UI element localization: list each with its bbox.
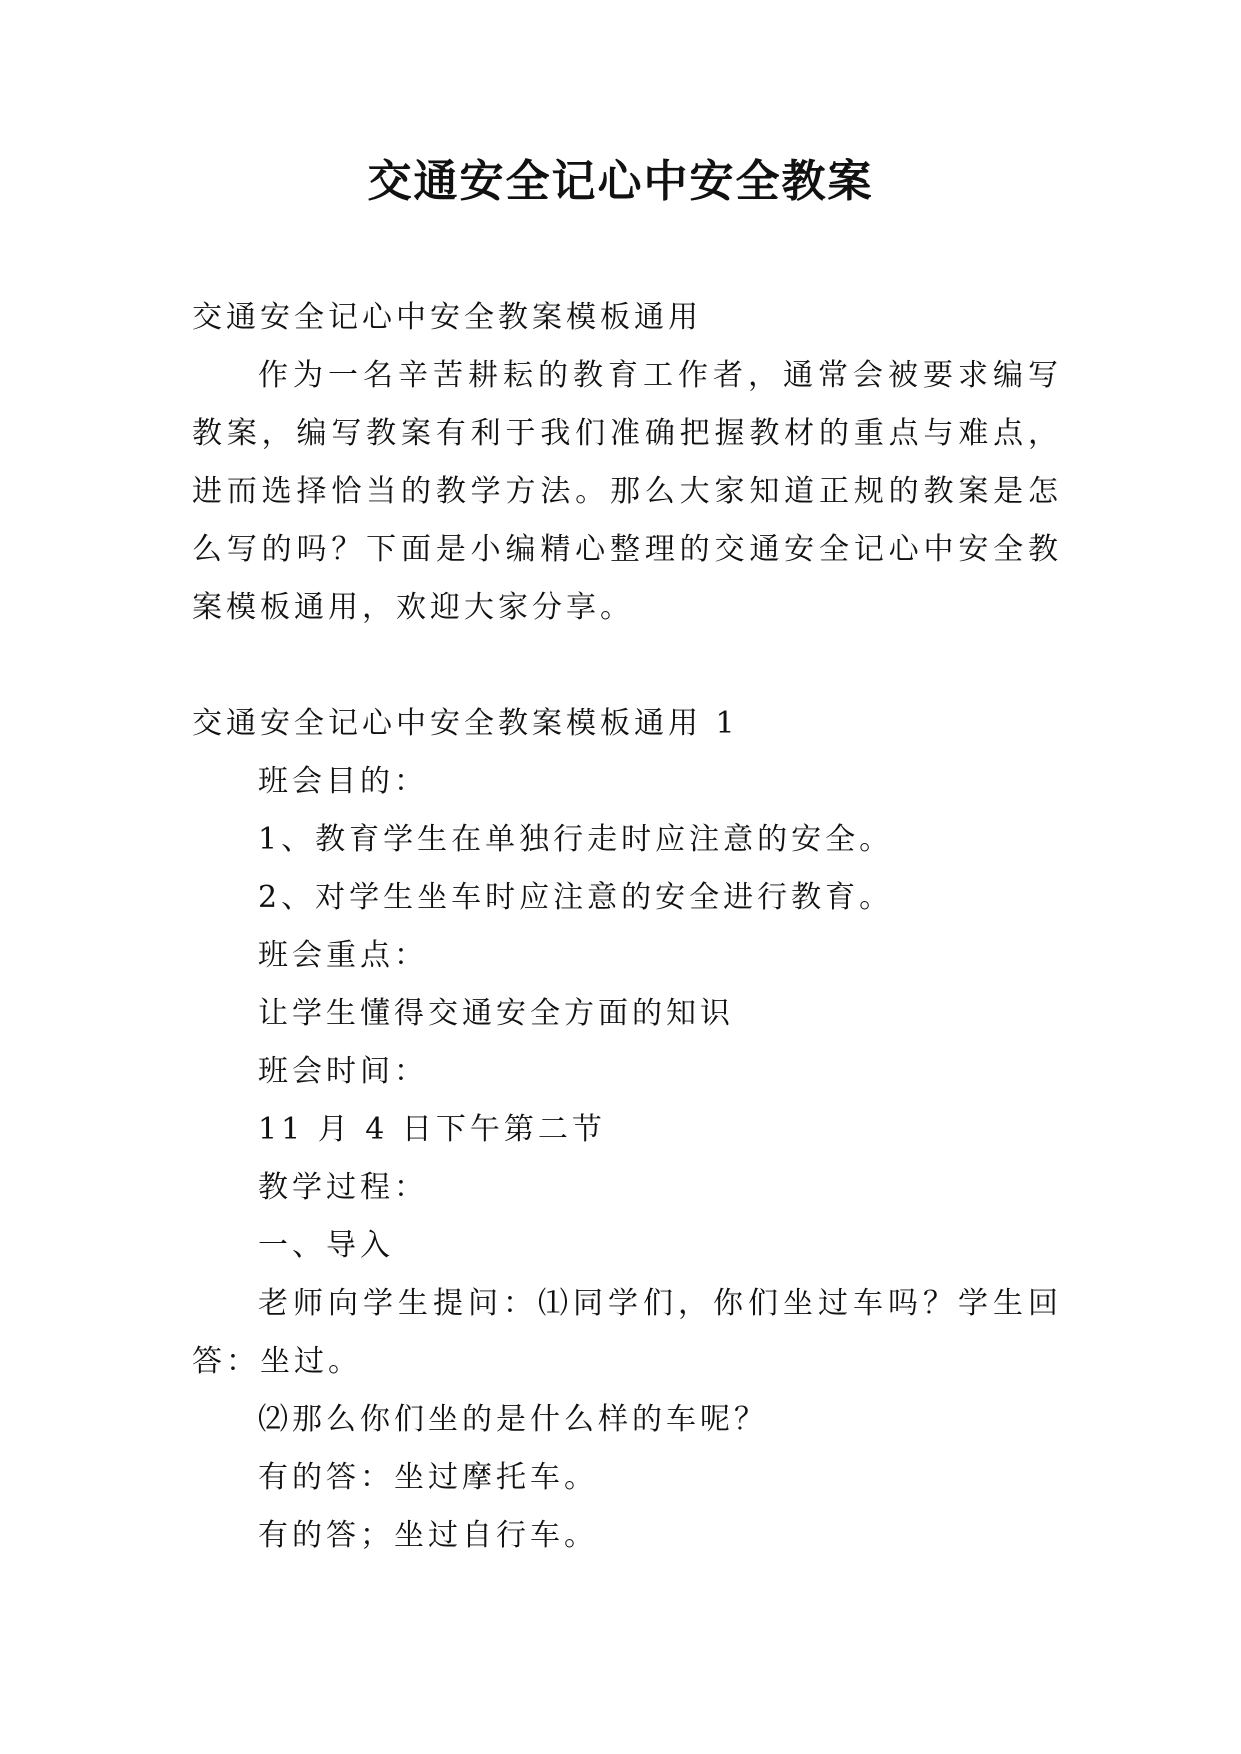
paragraph: ⑵那么你们坐的是什么样的车呢？ bbox=[258, 1402, 768, 1437]
paragraph: 有的答；坐过自行车。 bbox=[258, 1518, 598, 1553]
document-subtitle: 交通安全记心中安全教案模板通用 bbox=[192, 300, 702, 335]
paragraph: 老师向学生提问：⑴同学们，你们坐过车吗？学生回答：坐过。 bbox=[192, 1286, 1062, 1379]
document-title: 交通安全记心中安全教案 bbox=[367, 156, 874, 207]
paragraph: 班会时间： bbox=[258, 1054, 428, 1089]
paragraph: 1、教育学生在单独行走时应注意的安全。 bbox=[258, 822, 894, 857]
paragraph: 班会目的： bbox=[258, 764, 428, 799]
paragraph: 教学过程： bbox=[258, 1170, 428, 1205]
intro-paragraph: 作为一名辛苦耕耘的教育工作者，通常会被要求编写教案，编写教案有利于我们准确把握教材的重点与难点，进而选择恰当的教学方法。那么大家知道正规的教案是怎么写的吗？下面是小编精心整理的交通安全记心中安全教案模板通用，欢迎大家分享。 bbox=[192, 358, 1062, 625]
paragraph: 一、导入 bbox=[258, 1228, 394, 1263]
paragraph: 11 月 4 日下午第二节 bbox=[258, 1112, 606, 1147]
paragraph: 2、对学生坐车时应注意的安全进行教育。 bbox=[258, 880, 894, 915]
paragraph: 让学生懂得交通安全方面的知识 bbox=[258, 996, 734, 1031]
paragraph: 有的答：坐过摩托车。 bbox=[258, 1460, 598, 1495]
paragraph: 班会重点： bbox=[258, 938, 428, 973]
document-body bbox=[192, 289, 1062, 1565]
section-heading: 交通安全记心中安全教案模板通用 1 bbox=[192, 706, 739, 741]
